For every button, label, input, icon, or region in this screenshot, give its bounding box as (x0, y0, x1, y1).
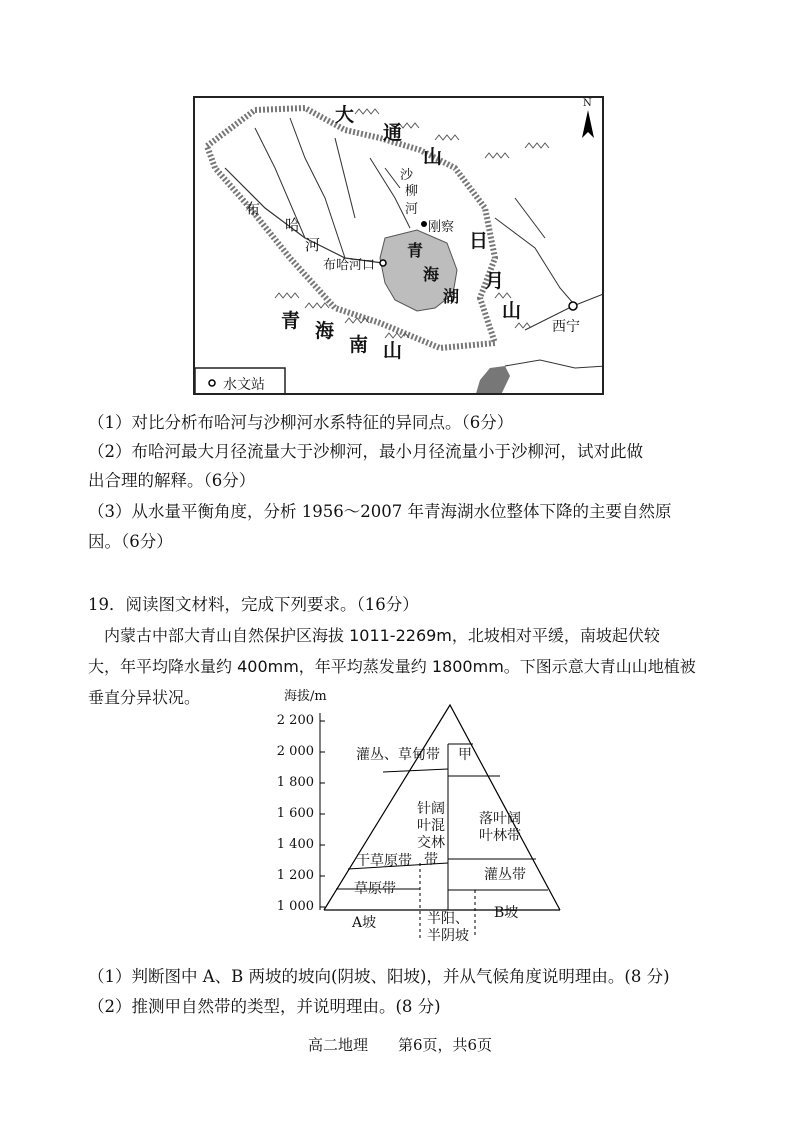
label-bu: 布 (245, 200, 261, 218)
label-ri: 日 (469, 230, 489, 252)
q18-part3-line1: （3）从水量平衡角度，分析 1956～2007 年青海湖水位整体下降的主要自然原 (88, 502, 672, 521)
zone-deciduous-line2: 叶林带 (479, 828, 521, 844)
zone-shrub-meadow: 灌丛、草甸带 (356, 747, 440, 763)
zone-grass: 草原带 (354, 881, 396, 897)
station-buhahekou (380, 260, 386, 266)
label-he-buha: 河 (305, 236, 321, 254)
q19-body-line1: 内蒙古中部大青山自然保护区海拔 1011-2269m，北坡相对平缓，南坡起伏较 (104, 626, 660, 645)
q19-body-line3: 垂直分异状况。 (88, 688, 201, 707)
tick-1000: 1 000 (276, 899, 314, 914)
slope-mid-line1: 半阳、 (427, 911, 469, 927)
label-he-shaliu: 河 (405, 202, 419, 217)
label-tong: 通 (383, 122, 403, 144)
q18-part2-line1: （2）布哈河最大月径流量大于沙柳河，最小月径流量小于沙柳河，试对此做 (88, 442, 643, 461)
zone-mixed-forest-line2: 叶混 (417, 818, 445, 834)
label-nan: 南 (349, 334, 369, 356)
vegetation-diagram (270, 683, 570, 953)
legend-station-icon (209, 380, 215, 386)
label-da: 大 (335, 104, 355, 126)
label-xining: 西宁 (552, 319, 580, 335)
label-yue: 月 (485, 270, 505, 292)
slope-mid-line2: 半阴坡 (427, 928, 469, 944)
zone-dry-grass: 干草原带 (356, 853, 412, 869)
zone-deciduous (470, 811, 530, 845)
label-shan-riyue: 山 (502, 300, 522, 322)
slope-a: A坡 (352, 915, 377, 931)
zone-mixed-forest-line1: 针阔 (417, 801, 445, 817)
tick-1200: 1 200 (276, 868, 314, 883)
label-qing-south: 青 (281, 310, 301, 332)
label-hai-lake: 海 (423, 265, 440, 284)
q19-title: 19．阅读图文材料，完成下列要求。（16分） (88, 595, 419, 614)
label-shan-datong: 山 (423, 146, 443, 168)
label-north: N (583, 98, 592, 109)
label-sha: 沙 (400, 168, 414, 183)
slope-b: B坡 (494, 905, 519, 921)
station-gangcha (421, 221, 427, 227)
q18-part2-line2: 出合理的解释。（6分） (88, 471, 256, 490)
q18-part3-line2: 因。（6分） (88, 532, 173, 551)
tributary-3 (335, 138, 355, 218)
tick-1800: 1 800 (276, 775, 314, 790)
qinghai-lake-map (193, 96, 604, 395)
tick-1600: 1 600 (276, 806, 314, 821)
zone-deciduous-line1: 落叶阔 (479, 811, 521, 827)
label-liu: 柳 (405, 184, 419, 199)
east-river (495, 218, 573, 303)
tick-2000: 2 000 (276, 744, 314, 759)
north-arrow (582, 110, 594, 138)
q19-part2: （2）推测甲自然带的类型，并说明理由。(8 分) (88, 997, 441, 1016)
label-shan-south: 山 (383, 340, 403, 362)
q19-part1: （1）判断图中 A、B 两坡的坡向(阴坡、阳坡)，并从气候角度说明理由。(8 分) (88, 967, 670, 986)
label-buhahekou: 布哈河口 (323, 258, 376, 273)
label-qing-lake: 青 (407, 241, 424, 260)
reservoir-shape (475, 366, 510, 395)
zone-shrub: 灌丛带 (484, 867, 526, 883)
page-footer: 高二地理 第6页，共6页 (307, 1036, 493, 1054)
tick-1400: 1 400 (276, 837, 314, 852)
zone-mixed-forest-line3: 交林带 (417, 835, 445, 868)
y-ticks (320, 721, 325, 907)
lower-river (505, 360, 604, 368)
city-xining (569, 302, 577, 310)
zone-jia: 甲 (458, 747, 472, 763)
label-ha: 哈 (285, 216, 301, 234)
y-axis-label: 海拔/m (284, 689, 327, 704)
slope-mid (422, 911, 474, 945)
q18-part1: （1）对比分析布哈河与沙柳河水系特征的异同点。（6分） (88, 413, 514, 432)
q19-body-line2: 大，年平均降水量约 400mm，年平均蒸发量约 1800mm。下图示意大青山山地植被 (88, 657, 696, 676)
zone-mixed-forest (414, 801, 448, 869)
label-hai-south: 海 (315, 320, 335, 342)
tick-2200: 2 200 (276, 713, 314, 728)
east-tributary (515, 198, 545, 238)
legend-label: 水文站 (223, 377, 265, 393)
label-gangcha: 刚察 (428, 220, 455, 235)
label-hu: 湖 (443, 287, 460, 306)
